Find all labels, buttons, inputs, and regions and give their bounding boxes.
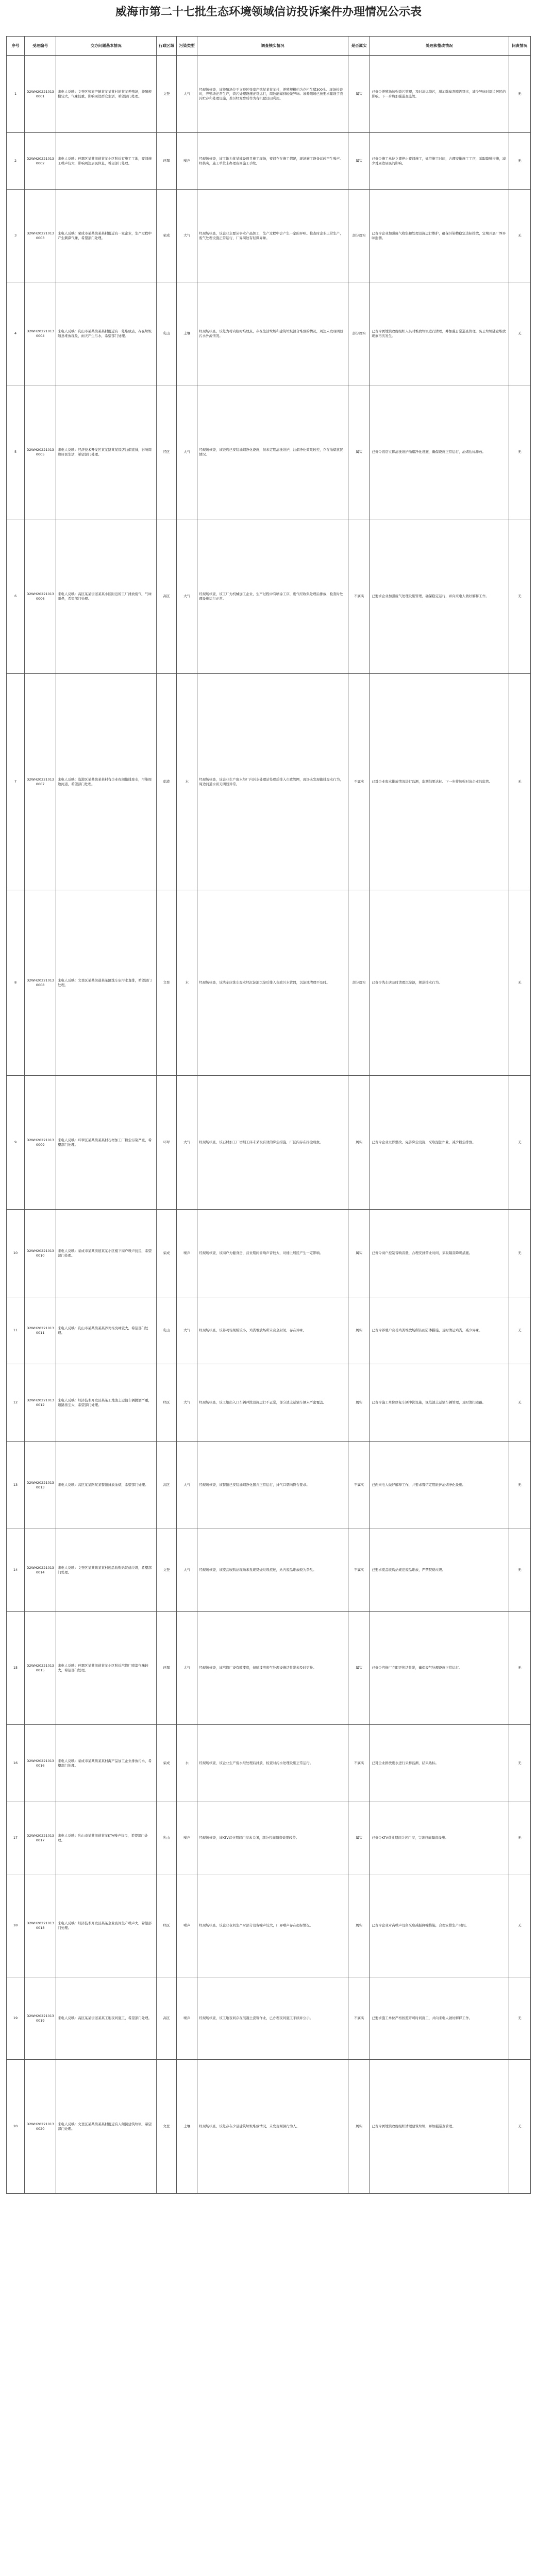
cell-handling: 已责令养殖户完善鸡粪堆放场所防雨防渗措施，及时清运鸡粪，减少异味。 — [370, 1297, 509, 1364]
table-row — [7, 1612, 531, 1725]
table-row — [7, 1874, 531, 1977]
cell-handling: 已责令施工单位修复车辆冲洗设施，规范渣土运输车辆管理，及时清扫道路。 — [370, 1364, 509, 1442]
cell-area: 高区 — [156, 1442, 177, 1529]
cell-no: 18 — [7, 1874, 25, 1977]
cell-investigation: 经现场核查，该汽修厂设有喷漆房，但喷漆房废气处理设施活性炭未及时更换。 — [197, 1612, 348, 1725]
cell-complaint: 来电人反映：文登区某某街道某某路洗车店污水直排，希望部门处理。 — [56, 890, 156, 1076]
cell-no: 20 — [7, 2060, 25, 2194]
cell-id: D2WH202210130002 — [25, 133, 56, 190]
case-table — [6, 36, 531, 2194]
cell-area: 荣成 — [156, 1210, 177, 1297]
cell-handling: 已责令养殖场加强粪污管理，及时清运粪污，增加除臭剂喷洒频次，减少异味对周边居民的影响。下一步将加强巡查监管。 — [370, 56, 509, 133]
cell-complaint: 来电人反映：文登区张家产镇某某某某村的某某养殖场，养殖规模较大，气味较重，影响周边群众生活，希望部门处理。 — [56, 56, 156, 133]
cell-id: D2WH202210130009 — [25, 1076, 56, 1210]
cell-type: 土壤 — [177, 282, 197, 385]
cell-no: 3 — [7, 190, 25, 282]
cell-complaint: 来电人反映：经济技术开发区某某工地渣土运输车辆抛洒严重，道路扬尘大，希望部门处理。 — [56, 1364, 156, 1442]
cell-handling: 已对企业废水排放情况进行监测，监测结果达标。下一步将加强对该企业的监管。 — [370, 674, 509, 890]
cell-type: 大气 — [177, 190, 197, 282]
table-row — [7, 1210, 531, 1297]
header-investigation: 调查核实情况 — [197, 37, 348, 56]
header-accountability: 问责情况 — [509, 37, 530, 56]
table-row — [7, 1442, 531, 1529]
cell-accountability: 无 — [509, 890, 530, 1076]
cell-true-status: 属实 — [348, 2060, 370, 2194]
cell-area: 临港 — [156, 674, 177, 890]
cell-true-status: 不属实 — [348, 1977, 370, 2060]
cell-handling: 已责令企业加强废气收集和处理设施运行维护，确保污染物稳定达标排放，定期开展厂界异味监测。 — [370, 190, 509, 282]
table-row — [7, 890, 531, 1076]
cell-true-status: 属实 — [348, 1210, 370, 1297]
cell-accountability: 无 — [509, 1442, 530, 1529]
cell-no: 6 — [7, 519, 25, 674]
table-row — [7, 190, 531, 282]
cell-handling: 已责令KTV营业期间关闭门窗，完善包间隔音设施。 — [370, 1802, 509, 1874]
cell-handling: 已责令饭店立即清洗维护油烟净化设施，确保设施正常运行，油烟达标排放。 — [370, 385, 509, 519]
cell-area: 乳山 — [156, 282, 177, 385]
cell-no: 17 — [7, 1802, 25, 1874]
cell-investigation: 经现场核查，该处存在少量建筑垃圾堆放情况，未发现倾倒行为人。 — [197, 2060, 348, 2194]
cell-complaint: 来电人反映：环翠区某某街道某某小区附近汽修厂喷漆气味较大，希望部门处理。 — [56, 1612, 156, 1725]
cell-area: 文登 — [156, 890, 177, 1076]
cell-investigation: 经现场核查，该餐馆已安装油烟净化器并正常运行，排气口朝向符合要求。 — [197, 1442, 348, 1529]
cell-no: 11 — [7, 1297, 25, 1364]
cell-type: 大气 — [177, 519, 197, 674]
table-header-row — [7, 37, 531, 56]
cell-complaint: 来电人反映：乳山市某某镇某某村附近有一处堆放点，存在垃圾随意堆放现象，雨天产生污水，希望部门处理。 — [56, 282, 156, 385]
cell-type: 大气 — [177, 1297, 197, 1364]
cell-area: 经区 — [156, 1364, 177, 1442]
cell-accountability: 无 — [509, 190, 530, 282]
cell-complaint: 来电人反映：临港区某某镇某某村有企业夜间偷排废水，污染周边河道，希望部门处理。 — [56, 674, 156, 890]
cell-area: 荣成 — [156, 190, 177, 282]
cell-true-status: 属实 — [348, 1364, 370, 1442]
cell-accountability: 无 — [509, 1874, 530, 1977]
cell-type: 噪声 — [177, 1210, 197, 1297]
cell-investigation: 经现场核查，该商户为健身房，营业期间音响声音较大，对楼上居民产生一定影响。 — [197, 1210, 348, 1297]
cell-area: 文登 — [156, 1529, 177, 1612]
cell-area: 高区 — [156, 1977, 177, 2060]
cell-no: 13 — [7, 1442, 25, 1529]
cell-handling: 已责令属地镇政府组织清理建筑垃圾，并加强巡查管理。 — [370, 2060, 509, 2194]
cell-accountability: 无 — [509, 385, 530, 519]
cell-no: 19 — [7, 1977, 25, 2060]
cell-type: 大气 — [177, 1529, 197, 1612]
cell-true-status: 属实 — [348, 1874, 370, 1977]
cell-type: 噪声 — [177, 1977, 197, 2060]
table-row — [7, 2060, 531, 2194]
cell-type: 大气 — [177, 385, 197, 519]
cell-investigation: 经现场核查，该企业主要从事水产品加工，生产过程中会产生一定的异味。检查时企业正常生产，废气处理设施正常运行，厂界周边有轻微异味。 — [197, 190, 348, 282]
cell-type: 噪声 — [177, 133, 197, 190]
cell-handling: 已向来电人做好解释工作，并要求餐馆定期维护油烟净化设施。 — [370, 1442, 509, 1529]
cell-handling: 已责令商户控制音响音量，合理安排营业时间，采取隔音降噪措施。 — [370, 1210, 509, 1297]
cell-handling: 已责令洗车店及时清理沉淀池，规范排水行为。 — [370, 890, 509, 1076]
cell-investigation: 经现场核查，该饭店已安装油烟净化设施，但未定期清洗维护，油烟净化效果较差，存在油烟扰民情况。 — [197, 385, 348, 519]
cell-complaint: 来电人反映：乳山市某某街道某某KTV噪声扰民，希望部门处理。 — [56, 1802, 156, 1874]
cell-id: D2WH202210130017 — [25, 1802, 56, 1874]
cell-complaint: 来电人反映：荣成市某某街道某某小区楼下商户噪声扰民，希望部门处理。 — [56, 1210, 156, 1297]
cell-true-status: 属实 — [348, 385, 370, 519]
cell-true-status: 属实 — [348, 56, 370, 133]
header-handling: 处理和整改情况 — [370, 37, 509, 56]
cell-no: 4 — [7, 282, 25, 385]
cell-investigation: 经现场核查，该工厂为机械加工企业，生产过程中有喷涂工序，废气经收集处理后排放，检查时处理设施运行正常。 — [197, 519, 348, 674]
cell-complaint: 来电人反映：荣成市某某镇某某村附近有一家企业，生产过程中产生刺鼻气味，希望部门处理。 — [56, 190, 156, 282]
cell-no: 8 — [7, 890, 25, 1076]
cell-area: 环翠 — [156, 133, 177, 190]
cell-id: D2WH202210130020 — [25, 2060, 56, 2194]
cell-investigation: 经现场核查，该养鸡场规模较小，鸡粪堆放场所未完全封闭，存在异味。 — [197, 1297, 348, 1364]
cell-no: 10 — [7, 1210, 25, 1297]
table-row — [7, 1364, 531, 1442]
cell-area: 荣成 — [156, 1725, 177, 1802]
cell-true-status: 不属实 — [348, 519, 370, 674]
cell-true-status: 属实 — [348, 133, 370, 190]
table-row — [7, 1076, 531, 1210]
cell-complaint: 来电人反映：环翠区某某镇某某村石材加工厂粉尘污染严重，希望部门处理。 — [56, 1076, 156, 1210]
cell-handling: 已责令属地镇政府组织人员对堆放垃圾进行清理，并加强日常巡查管理，防止垃圾随意堆放现象再次发生。 — [370, 282, 509, 385]
cell-area: 环翠 — [156, 1076, 177, 1210]
table-row — [7, 1802, 531, 1874]
cell-true-status: 部分属实 — [348, 190, 370, 282]
cell-complaint: 来电人反映：经济技术开发区某某路某某饭店油烟直排，影响周边居民生活，希望部门处理。 — [56, 385, 156, 519]
cell-no: 12 — [7, 1364, 25, 1442]
cell-no: 9 — [7, 1076, 25, 1210]
cell-no: 7 — [7, 674, 25, 890]
cell-investigation: 经现场核查，该养殖场位于文登区张家产镇某某某某村，养殖规模约为存栏生猪300头。现场检查时，养殖场正常生产，粪污处理设施正常运行，周边能闻到轻微异味。该养殖场已按要求建设了粪污贮存和处理设施，粪污经发酵后作为有机肥还田利用。 — [197, 56, 348, 133]
cell-true-status: 不属实 — [348, 1442, 370, 1529]
page-title: 威海市第二十七批生态环境领域信访投诉案件办理情况公示表 — [115, 5, 422, 19]
cell-true-status: 不属实 — [348, 674, 370, 890]
cell-true-status: 属实 — [348, 1612, 370, 1725]
cell-no: 14 — [7, 1529, 25, 1612]
cell-accountability: 无 — [509, 674, 530, 890]
cell-true-status: 属实 — [348, 1076, 370, 1210]
table-row — [7, 519, 531, 674]
cell-accountability: 无 — [509, 1802, 530, 1874]
cell-investigation: 经现场核查，该工地夜间存在混凝土浇筑作业，已办理夜间施工手续并公示。 — [197, 1977, 348, 2060]
table-row — [7, 133, 531, 190]
cell-complaint: 来电人反映：乳山市某某镇某某养鸡场臭味较大，希望部门处理。 — [56, 1297, 156, 1364]
cell-true-status: 部分属实 — [348, 282, 370, 385]
cell-id: D2WH202210130010 — [25, 1210, 56, 1297]
cell-type: 水 — [177, 890, 197, 1076]
cell-complaint: 来电人反映：高区某某街道某某小区附近的工厂排放废气，气味刺鼻，希望部门处理。 — [56, 519, 156, 674]
cell-id: D2WH202210130007 — [25, 674, 56, 890]
cell-true-status: 不属实 — [348, 1529, 370, 1612]
header-complaint: 交办问题基本情况 — [56, 37, 156, 56]
table-row — [7, 1977, 531, 2060]
cell-handling: 已要求企业加强废气处理设施管理，确保稳定运行，并向来电人做好解释工作。 — [370, 519, 509, 674]
cell-area: 经区 — [156, 1874, 177, 1977]
header-id: 受理编号 — [25, 37, 56, 56]
header-true-status: 是否属实 — [348, 37, 370, 56]
cell-investigation: 经现场核查，该企业生产废水经处理后排放，检查时污水处理设施正常运行。 — [197, 1725, 348, 1802]
header-type: 污染类型 — [177, 37, 197, 56]
cell-complaint: 来电人反映：经济技术开发区某某企业夜间生产噪声大，希望部门处理。 — [56, 1874, 156, 1977]
cell-area: 文登 — [156, 2060, 177, 2194]
cell-accountability: 无 — [509, 1612, 530, 1725]
cell-id: D2WH202210130011 — [25, 1297, 56, 1364]
cell-no: 5 — [7, 385, 25, 519]
cell-no: 15 — [7, 1612, 25, 1725]
cell-area: 高区 — [156, 519, 177, 674]
table-row — [7, 1297, 531, 1364]
cell-accountability: 无 — [509, 2060, 530, 2194]
cell-type: 水 — [177, 674, 197, 890]
cell-accountability: 无 — [509, 133, 530, 190]
cell-accountability: 无 — [509, 1297, 530, 1364]
cell-investigation: 经现场核查，该石材加工厂切割工序未采取有效的降尘措施，厂区内存在扬尘现象。 — [197, 1076, 348, 1210]
cell-complaint: 来电人反映：高区某某街道某某工地夜间施工，希望部门处理。 — [56, 1977, 156, 2060]
cell-id: D2WH202210130018 — [25, 1874, 56, 1977]
cell-investigation: 经现场核查，该废品收购站现场未发现焚烧垃圾痕迹，站内废品堆放较为杂乱。 — [197, 1529, 348, 1612]
cell-true-status: 属实 — [348, 1802, 370, 1874]
cell-area: 文登 — [156, 56, 177, 133]
table-row — [7, 385, 531, 519]
cell-area: 经区 — [156, 385, 177, 519]
cell-investigation: 经现场核查，该工地为某某建设项目施工现场，夜间存在施工情况，现场施工设备运转产生噪声。经核实，施工单位未办理夜间施工手续。 — [197, 133, 348, 190]
table-row — [7, 56, 531, 133]
cell-type: 大气 — [177, 1612, 197, 1725]
cell-handling: 已责令施工单位立即停止夜间施工，规范施工时间，合理安排施工工序，采取降噪措施，减少对周边居民的影响。 — [370, 133, 509, 190]
cell-area: 环翠 — [156, 1612, 177, 1725]
cell-no: 2 — [7, 133, 25, 190]
table-row — [7, 674, 531, 890]
cell-accountability: 无 — [509, 1529, 530, 1612]
cell-true-status: 不属实 — [348, 1725, 370, 1802]
cell-type: 大气 — [177, 1076, 197, 1210]
header-area: 行政区域 — [156, 37, 177, 56]
cell-handling: 已责令企业对高噪声设备采取减振降噪措施，合理安排生产时间。 — [370, 1874, 509, 1977]
cell-id: D2WH202210130015 — [25, 1612, 56, 1725]
cell-area: 乳山 — [156, 1297, 177, 1364]
cell-accountability: 无 — [509, 519, 530, 674]
cell-no: 16 — [7, 1725, 25, 1802]
cell-id: D2WH202210130006 — [25, 519, 56, 674]
cell-complaint: 来电人反映：高区某某路某某餐馆排放油烟，希望部门处理。 — [56, 1442, 156, 1529]
cell-investigation: 经现场核查，该洗车店洗车废水经沉淀池沉淀后排入市政污水管网，沉淀池清理不及时。 — [197, 890, 348, 1076]
cell-accountability: 无 — [509, 1977, 530, 2060]
cell-handling: 已要求废品收购站规范废品堆放，严禁焚烧垃圾。 — [370, 1529, 509, 1612]
cell-type: 大气 — [177, 1364, 197, 1442]
cell-id: D2WH202210130005 — [25, 385, 56, 519]
cell-id: D2WH202210130016 — [25, 1725, 56, 1802]
cell-type: 土壤 — [177, 2060, 197, 2194]
cell-investigation: 经现场核查，该企业夜间生产时部分设备噪声较大，厂界噪声存在超标情况。 — [197, 1874, 348, 1977]
cell-investigation: 经现场核查，该处为村内临时堆放点，存在生活垃圾和建筑垃圾混合堆放的情况，周边未发现明显污水外流情况。 — [197, 282, 348, 385]
cell-type: 噪声 — [177, 1874, 197, 1977]
cell-complaint: 来电人反映：文登区某某镇某某村附近有人倾倒建筑垃圾，希望部门处理。 — [56, 2060, 156, 2194]
cell-investigation: 经现场核查，该企业生产废水经厂内污水处理站处理后排入市政管网，现场未发现偷排废水行为，周边河道水质无明显异常。 — [197, 674, 348, 890]
cell-id: D2WH202210130003 — [25, 190, 56, 282]
cell-id: D2WH202210130013 — [25, 1442, 56, 1529]
cell-id: D2WH202210130008 — [25, 890, 56, 1076]
cell-handling: 已对企业排放废水进行采样监测，结果达标。 — [370, 1725, 509, 1802]
table-row — [7, 1725, 531, 1802]
cell-complaint: 来电人反映：荣成市某某镇某某村海产品加工企业排放污水，希望部门处理。 — [56, 1725, 156, 1802]
table-row — [7, 1529, 531, 1612]
cell-type: 大气 — [177, 1442, 197, 1529]
cell-investigation: 经现场核查，该工地出入口车辆冲洗设施运行不正常，部分渣土运输车辆未严密覆盖。 — [197, 1364, 348, 1442]
cell-true-status: 部分属实 — [348, 890, 370, 1076]
cell-id: D2WH202210130001 — [25, 56, 56, 133]
cell-accountability: 无 — [509, 1076, 530, 1210]
cell-type: 水 — [177, 1725, 197, 1802]
cell-no: 1 — [7, 56, 25, 133]
cell-accountability: 无 — [509, 1210, 530, 1297]
cell-accountability: 无 — [509, 1725, 530, 1802]
cell-true-status: 属实 — [348, 1297, 370, 1364]
cell-id: D2WH202210130014 — [25, 1529, 56, 1612]
cell-complaint: 来电人反映：文登区某某镇某某村废品收购站焚烧垃圾，希望部门处理。 — [56, 1529, 156, 1612]
cell-complaint: 来电人反映：环翠区某某街道某某小区附近有施工工地，夜间施工噪声较大，影响周边居民休息，希望部门处理。 — [56, 133, 156, 190]
cell-investigation: 经现场核查，该KTV营业期间门窗未关闭，部分包间隔音效果较差。 — [197, 1802, 348, 1874]
cell-handling: 已要求施工单位严格按照许可时间施工，并向来电人做好解释工作。 — [370, 1977, 509, 2060]
cell-id: D2WH202210130004 — [25, 282, 56, 385]
cell-handling: 已责令汽修厂立即更换活性炭，确保废气处理设施正常运行。 — [370, 1612, 509, 1725]
cell-handling: 已责令企业立即整改，完善降尘设施，采取湿法作业，减少粉尘排放。 — [370, 1076, 509, 1210]
table-row — [7, 282, 531, 385]
cell-accountability: 无 — [509, 282, 530, 385]
header-no: 序号 — [7, 37, 25, 56]
cell-id: D2WH202210130012 — [25, 1364, 56, 1442]
cell-accountability: 无 — [509, 1364, 530, 1442]
cell-area: 乳山 — [156, 1802, 177, 1874]
cell-type: 大气 — [177, 56, 197, 133]
cell-accountability: 无 — [509, 56, 530, 133]
cell-id: D2WH202210130019 — [25, 1977, 56, 2060]
cell-type: 噪声 — [177, 1802, 197, 1874]
